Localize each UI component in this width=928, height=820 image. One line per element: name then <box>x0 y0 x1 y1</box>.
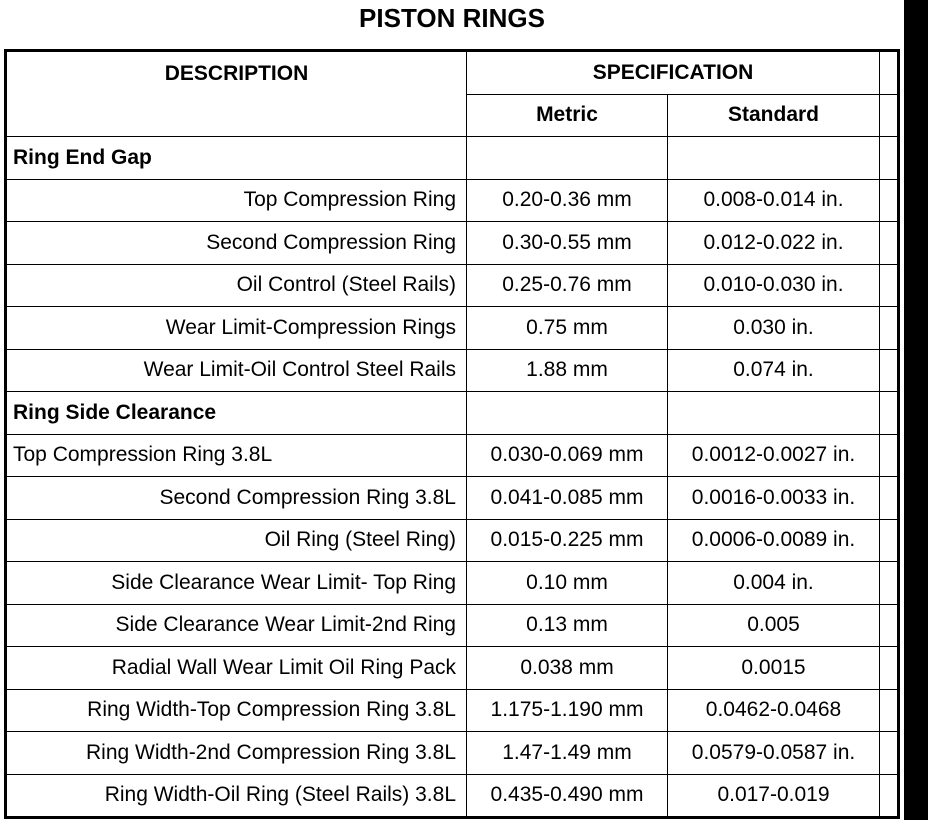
metric-header: Metric <box>467 94 668 137</box>
spacer-cell <box>880 349 899 392</box>
standard-cell: 0.004 in. <box>668 562 880 605</box>
section-title: Ring Side Clearance <box>6 392 467 435</box>
spacer-cell <box>880 51 899 95</box>
table-row <box>6 519 899 562</box>
table-row <box>6 774 899 818</box>
table-row <box>6 179 899 222</box>
table-row <box>6 264 899 307</box>
standard-cell: 0.0015 <box>668 647 880 690</box>
standard-cell: 0.005 <box>668 604 880 647</box>
standard-cell: 0.0579-0.0587 in. <box>668 732 880 775</box>
description-cell: Side Clearance Wear Limit- Top Ring <box>6 562 467 605</box>
spacer-cell <box>880 434 899 477</box>
metric-cell: 0.75 mm <box>467 307 668 350</box>
spacer-cell <box>880 774 899 818</box>
spacer-cell <box>880 647 899 690</box>
metric-cell: 0.20-0.36 mm <box>467 179 668 222</box>
description-cell: Ring Width-Oil Ring (Steel Rails) 3.8L <box>6 774 467 818</box>
table-row <box>6 647 899 690</box>
right-edge-bar <box>904 0 928 820</box>
table-body <box>6 51 899 818</box>
spacer-cell <box>880 222 899 265</box>
spacer-cell <box>880 307 899 350</box>
description-cell: Oil Ring (Steel Ring) <box>6 519 467 562</box>
metric-cell: 0.30-0.55 mm <box>467 222 668 265</box>
description-cell: Top Compression Ring <box>6 179 467 222</box>
table-row <box>6 604 899 647</box>
standard-cell: 0.0012-0.0027 in. <box>668 434 880 477</box>
spacer-cell <box>880 392 899 435</box>
standard-cell: 0.0462-0.0468 <box>668 689 880 732</box>
table-row <box>6 434 899 477</box>
metric-cell: 1.88 mm <box>467 349 668 392</box>
metric-cell: 0.10 mm <box>467 562 668 605</box>
table-row <box>6 222 899 265</box>
table-row <box>6 689 899 732</box>
empty-cell <box>668 137 880 180</box>
page-title: PISTON RINGS <box>359 3 545 33</box>
table-row <box>6 477 899 520</box>
description-cell: Wear Limit-Compression Rings <box>6 307 467 350</box>
metric-cell: 0.13 mm <box>467 604 668 647</box>
section-row <box>6 392 899 435</box>
header-row <box>6 51 899 95</box>
table-row <box>6 307 899 350</box>
standard-cell: 0.030 in. <box>668 307 880 350</box>
description-cell: Top Compression Ring 3.8L <box>6 434 467 477</box>
spacer-cell <box>880 519 899 562</box>
spacer-cell <box>880 604 899 647</box>
metric-cell: 0.25-0.76 mm <box>467 264 668 307</box>
standard-header: Standard <box>668 94 880 137</box>
description-cell: Second Compression Ring <box>6 222 467 265</box>
spacer-cell <box>880 94 899 137</box>
section-row <box>6 137 899 180</box>
empty-cell <box>467 137 668 180</box>
metric-cell: 0.435-0.490 mm <box>467 774 668 818</box>
empty-cell <box>467 392 668 435</box>
standard-cell: 0.074 in. <box>668 349 880 392</box>
metric-cell: 0.038 mm <box>467 647 668 690</box>
spacer-cell <box>880 732 899 775</box>
metric-cell: 0.030-0.069 mm <box>467 434 668 477</box>
description-cell: Oil Control (Steel Rails) <box>6 264 467 307</box>
standard-cell: 0.012-0.022 in. <box>668 222 880 265</box>
standard-cell: 0.010-0.030 in. <box>668 264 880 307</box>
description-cell: Ring Width-Top Compression Ring 3.8L <box>6 689 467 732</box>
empty-cell <box>668 392 880 435</box>
standard-cell: 0.008-0.014 in. <box>668 179 880 222</box>
spacer-cell <box>880 137 899 180</box>
description-cell: Ring Width-2nd Compression Ring 3.8L <box>6 732 467 775</box>
spacer-cell <box>880 179 899 222</box>
spacer-cell <box>880 689 899 732</box>
spacer-cell <box>880 264 899 307</box>
table-row <box>6 732 899 775</box>
standard-cell: 0.0016-0.0033 in. <box>668 477 880 520</box>
spacer-cell <box>880 477 899 520</box>
description-cell: Second Compression Ring 3.8L <box>6 477 467 520</box>
description-cell: Radial Wall Wear Limit Oil Ring Pack <box>6 647 467 690</box>
spacer-cell <box>880 562 899 605</box>
piston-rings-table <box>4 49 900 819</box>
description-cell: Wear Limit-Oil Control Steel Rails <box>6 349 467 392</box>
standard-cell: 0.0006-0.0089 in. <box>668 519 880 562</box>
description-cell: Side Clearance Wear Limit-2nd Ring <box>6 604 467 647</box>
table-row <box>6 349 899 392</box>
metric-cell: 1.175-1.190 mm <box>467 689 668 732</box>
metric-cell: 0.041-0.085 mm <box>467 477 668 520</box>
specification-header: SPECIFICATION <box>467 51 880 95</box>
table-row <box>6 562 899 605</box>
description-header: DESCRIPTION <box>6 51 467 137</box>
section-title: Ring End Gap <box>6 137 467 180</box>
metric-cell: 0.015-0.225 mm <box>467 519 668 562</box>
standard-cell: 0.017-0.019 <box>668 774 880 818</box>
metric-cell: 1.47-1.49 mm <box>467 732 668 775</box>
